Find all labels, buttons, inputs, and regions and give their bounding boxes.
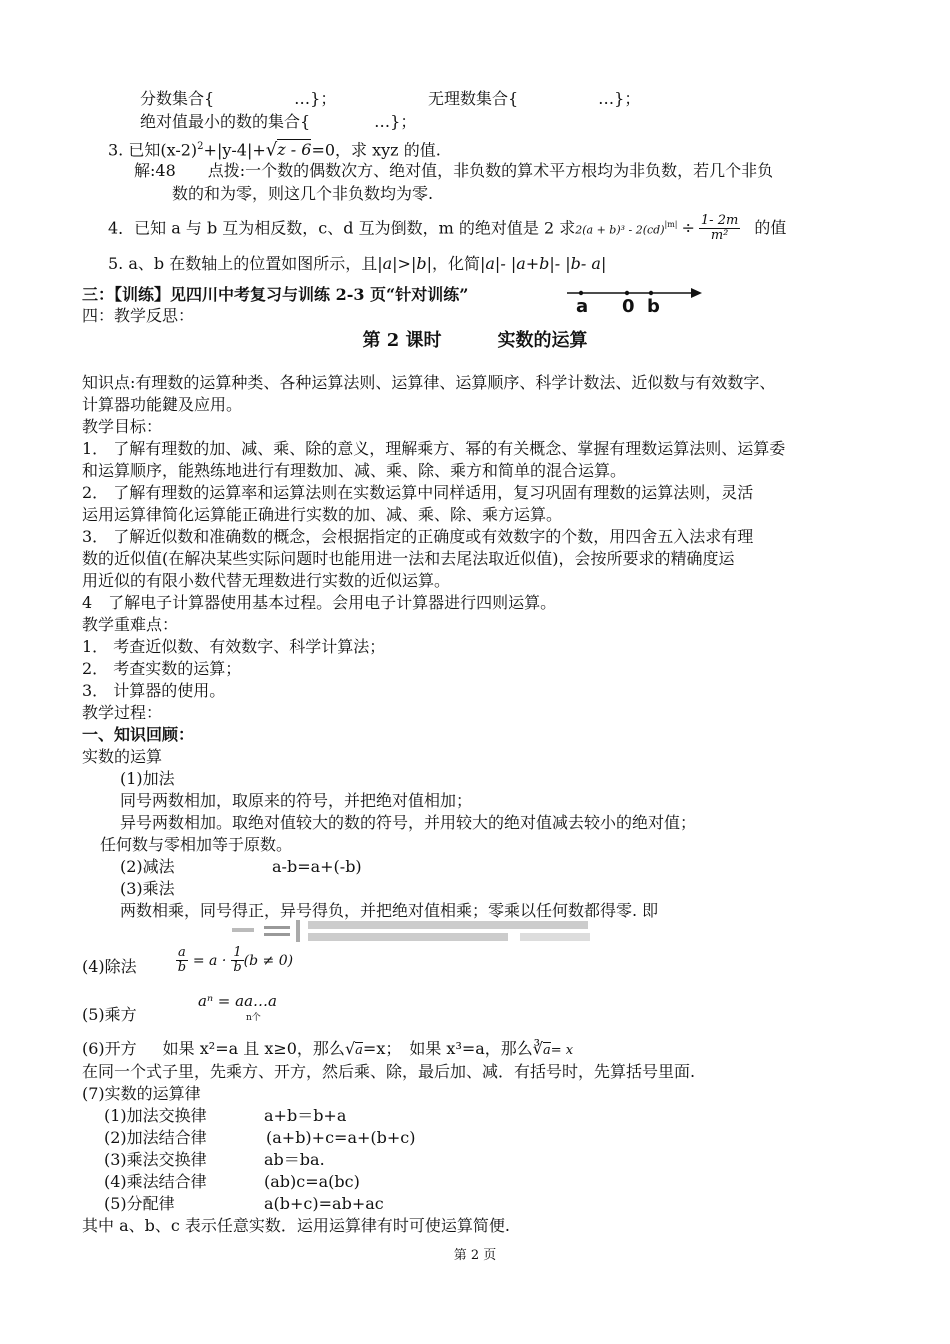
- q3-prefix: 3. 已知(x-2): [108, 140, 198, 160]
- reflection-line: 四：教学反思：: [82, 306, 195, 325]
- q5-expr: |a|- |a+b|- |b- a|: [480, 254, 607, 273]
- irrational-set-line: 无理数集合{ …}；: [428, 89, 641, 108]
- lesson-number: 第 2 课时: [362, 330, 442, 351]
- addition-heading: (1)加法: [120, 769, 175, 788]
- div-frac-1: [176, 946, 188, 975]
- q3-suffix: =0，求 xyz 的值.: [311, 140, 441, 160]
- law-3-expr: ab＝ba.: [264, 1150, 325, 1169]
- law-2-expr: (a+b)+c=a+(b+c): [266, 1128, 416, 1147]
- closing-line: 其中 a、b、c 表示任意实数．运用运算律有时可使运算简便.: [82, 1216, 511, 1235]
- point-b: [649, 291, 653, 295]
- division-rule: [176, 946, 293, 975]
- q4-expr: 2(a + b)³ - 2(cd): [575, 223, 665, 237]
- q4-num: 1- 2m: [700, 213, 739, 229]
- solution-line-1: 解:48 点拨:一个数的偶数次方、绝对值，非负数的算术平方根均为非负数，若几个非负: [134, 161, 774, 180]
- process-heading: 教学过程：: [82, 703, 163, 722]
- min-abs-set-line: 绝对值最小的数的集合{ …}；: [140, 112, 417, 131]
- blurred-formula-image: [230, 918, 610, 946]
- addition-rule-2: 异号两数相加。取绝对值较大的数的符号，并用较大的绝对值减去较小的绝对值；: [120, 813, 697, 832]
- review-heading: 一、知识回顾：: [82, 725, 195, 744]
- goal-1a: 1． 了解有理数的加、减、乘、除的意义，理解乘方、幂的有关概念、掌握有理数运算法则、运算委: [82, 439, 786, 458]
- law-4-name: (4)乘法结合律: [104, 1172, 207, 1191]
- training-line: 三：【训练】见四川中考复习与训练 2-3 页“针对训练”: [82, 285, 469, 304]
- root-heading: (6)开方: [82, 1039, 137, 1058]
- addition-rule-3: 任何数与零相加等于原数。: [100, 835, 293, 854]
- law-3-name: (3)乘法交换律: [104, 1150, 207, 1169]
- q5-mid: ，化简: [431, 254, 480, 273]
- q4-suffix: 的值: [754, 218, 787, 238]
- subtraction-rule: a-b=a+(-b): [272, 857, 362, 876]
- q3-sup: 2: [197, 141, 204, 152]
- root-mid: =x； 如果 x³=a，那么: [362, 1039, 533, 1058]
- solution-line-2: 数的和为零，则这几个非负数均为零.: [172, 184, 434, 203]
- root-end: = x: [550, 1043, 574, 1058]
- q4-div: ÷: [681, 218, 695, 238]
- lesson-topic: 实数的运算: [497, 330, 588, 351]
- q5-prefix: 5. a、b 在数轴上的位置如图所示，且: [108, 254, 378, 273]
- goal-4: 4 了解电子计算器使用基本过程。会用电子计算器进行四则运算。: [82, 593, 557, 612]
- laws-heading: (7)实数的运算律: [82, 1084, 201, 1103]
- q4-expr-sup: |m|: [664, 220, 678, 229]
- label-a: a: [576, 296, 589, 317]
- law-1-expr: a+b＝b+a: [264, 1106, 347, 1125]
- law-2-name: (2)加法结合律: [104, 1128, 207, 1147]
- div-den2: b: [233, 960, 242, 975]
- q4-fraction: [699, 214, 740, 243]
- q3-mid: +|y-4|+: [203, 140, 266, 160]
- order-rule: 在同一个式子里，先乘方、开方，然后乘、除，最后加、减．有括号时，先算括号里面.: [82, 1062, 696, 1081]
- goal-2a: 2． 了解有理数的运算率和运算法则在实数运算中同样适用，复习巩固有理数的运算法则，灵活: [82, 483, 754, 502]
- question-3: [108, 136, 441, 161]
- power-heading: (5)乘方: [82, 1005, 137, 1024]
- question-4: [108, 214, 786, 243]
- point-a: [579, 291, 583, 295]
- addition-rule-1: 同号两数相加，取原来的符号，并把绝对值相加；: [120, 791, 473, 810]
- fraction-set-line: 分数集合{ …}；: [140, 89, 337, 108]
- multiplication-heading: (3)乘法: [120, 879, 175, 898]
- q4-den: m²: [710, 228, 729, 244]
- arrow-head-icon: [691, 288, 702, 298]
- label-b: b: [647, 296, 660, 317]
- law-1-name: (1)加法交换律: [104, 1106, 207, 1125]
- question-5: [108, 253, 606, 275]
- subtraction-heading: (2)减法: [120, 857, 175, 876]
- div-mid: = a ·: [192, 953, 227, 969]
- div-cond: (b ≠ 0): [243, 953, 294, 969]
- law-5-name: (5)分配律: [104, 1194, 175, 1213]
- root-line: [82, 1038, 573, 1062]
- q4-prefix: 4．已知 a 与 b 互为相反数，c、d 互为倒数，m 的绝对值是 2 求: [108, 218, 576, 238]
- goal-3a: 3． 了解近似数和准确数的概念，会根据指定的正确度或有效数字的个数，用四舍五入法求有理: [82, 527, 754, 546]
- root-sqrt: a: [355, 1043, 363, 1058]
- key-point-2: 2． 考查实数的运算；: [82, 659, 242, 678]
- goals-heading: 教学目标：: [82, 417, 163, 436]
- key-point-3: 3． 计算器的使用。: [82, 681, 226, 700]
- root-cbrt: a: [543, 1043, 551, 1058]
- law-5-expr: a(b+c)=ab+ac: [264, 1194, 384, 1213]
- q5-cond: |a|>|b|: [377, 254, 432, 273]
- goal-3b: 数的近似值(在解决某些实际问题时也能用进一法和去尾法取近似值)，会按所要求的精确度运: [82, 549, 735, 568]
- knowledge-points-2: 计算器功能鍵及应用。: [82, 395, 243, 414]
- div-den: b: [177, 960, 187, 975]
- power-rule: aⁿ = aa…a: [198, 992, 277, 1010]
- div-num2: 1: [233, 945, 242, 960]
- root-rule: 如果 x²=a 且 x≥0，那么: [162, 1039, 345, 1058]
- sqrt-sign-icon-2: √: [344, 1039, 356, 1058]
- goal-3c: 用近似的有限小数代替无理数进行实数的近似运算。: [82, 571, 451, 590]
- goal-1b: 和运算顺序，能熟练地进行有理数加、减、乘、除、乘方和简单的混合运算。: [82, 461, 627, 480]
- lesson-title: [0, 326, 950, 352]
- knowledge-points-1: 知识点:有理数的运算种类、各种运算法则、运算律、运算顺序、科学计数法、近似数与有效数字、: [82, 373, 776, 392]
- div-frac-2: [231, 946, 243, 975]
- key-point-1: 1． 考查近似数、有效数字、科学计算法；: [82, 637, 386, 656]
- cbrt-sign-icon: ∛: [532, 1039, 544, 1058]
- q3-sqrt-content: z - 6: [277, 140, 312, 160]
- operations-heading: 实数的运算: [82, 747, 163, 766]
- sqrt-sign-icon: √: [265, 139, 278, 161]
- goal-2b: 运用运算律简化运算能正确进行实数的加、减、乘、除、乘方运算。: [82, 505, 563, 524]
- division-heading: (4)除法: [82, 957, 137, 976]
- multiplication-rule: 两数相乘，同号得正，异号得负，并把绝对值相乘；零乘以任何数都得零. 即: [120, 901, 659, 920]
- key-points-heading: 教学重难点：: [82, 615, 179, 634]
- label-0: 0: [622, 296, 635, 317]
- point-0: [625, 291, 629, 295]
- power-under: n个: [246, 1013, 261, 1023]
- div-num: a: [178, 945, 186, 960]
- page-number: 第 2 页: [453, 1248, 497, 1263]
- law-4-expr: (ab)c=a(bc): [264, 1172, 360, 1191]
